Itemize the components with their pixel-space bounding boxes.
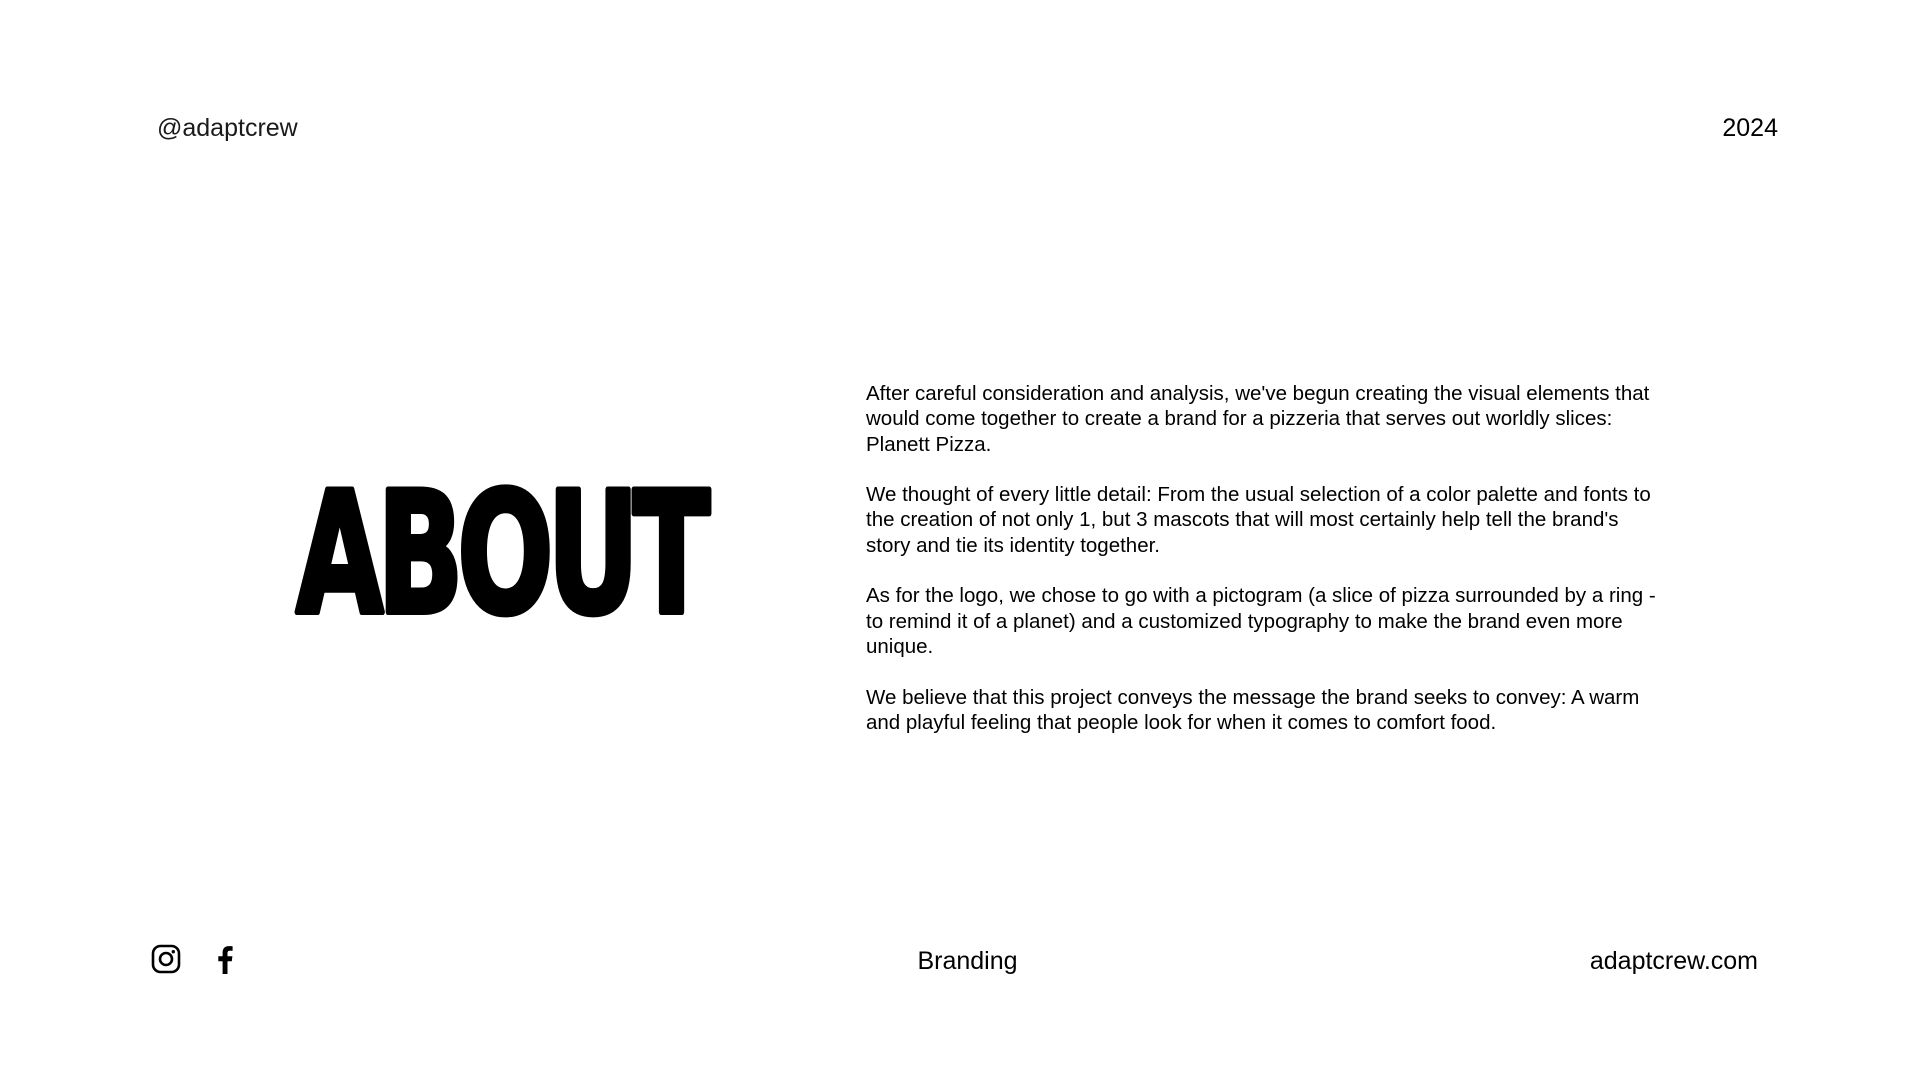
instagram-icon[interactable] <box>150 943 182 975</box>
about-body <box>866 381 1656 760</box>
about-heading-svg <box>292 478 712 628</box>
year-label: 2024 <box>1722 114 1778 142</box>
about-paragraph: We thought of every little detail: From the usual selection of a color palette and fonts to the creation of not only 1, but 3 mascots that will most certainly help tell the brand's story and tie its identity together. <box>866 483 1651 557</box>
social-handle: @adaptcrew <box>157 114 298 142</box>
about-heading <box>292 478 712 628</box>
category-label: Branding <box>917 947 1018 975</box>
about-paragraph: We believe that this project conveys the message the brand seeks to convey: A warm and playful feeling that people look for when it comes to comfort food. <box>866 685 1640 734</box>
about-heading-text: ABOUT <box>296 478 710 628</box>
about-paragraph: After careful consideration and analysis, we've begun creating the visual elements that would come together to create a brand for a pizzeria that serves out worldly slices: Planett Pizza. <box>866 382 1650 456</box>
social-links <box>150 942 236 976</box>
about-paragraph: As for the logo, we chose to go with a pictogram (a slice of pizza surrounded by a ring - to remind it of a planet) and a customized typography to make the brand even more unique. <box>866 584 1656 658</box>
facebook-icon[interactable] <box>212 943 236 975</box>
website-link[interactable]: adaptcrew.com <box>1589 947 1758 975</box>
